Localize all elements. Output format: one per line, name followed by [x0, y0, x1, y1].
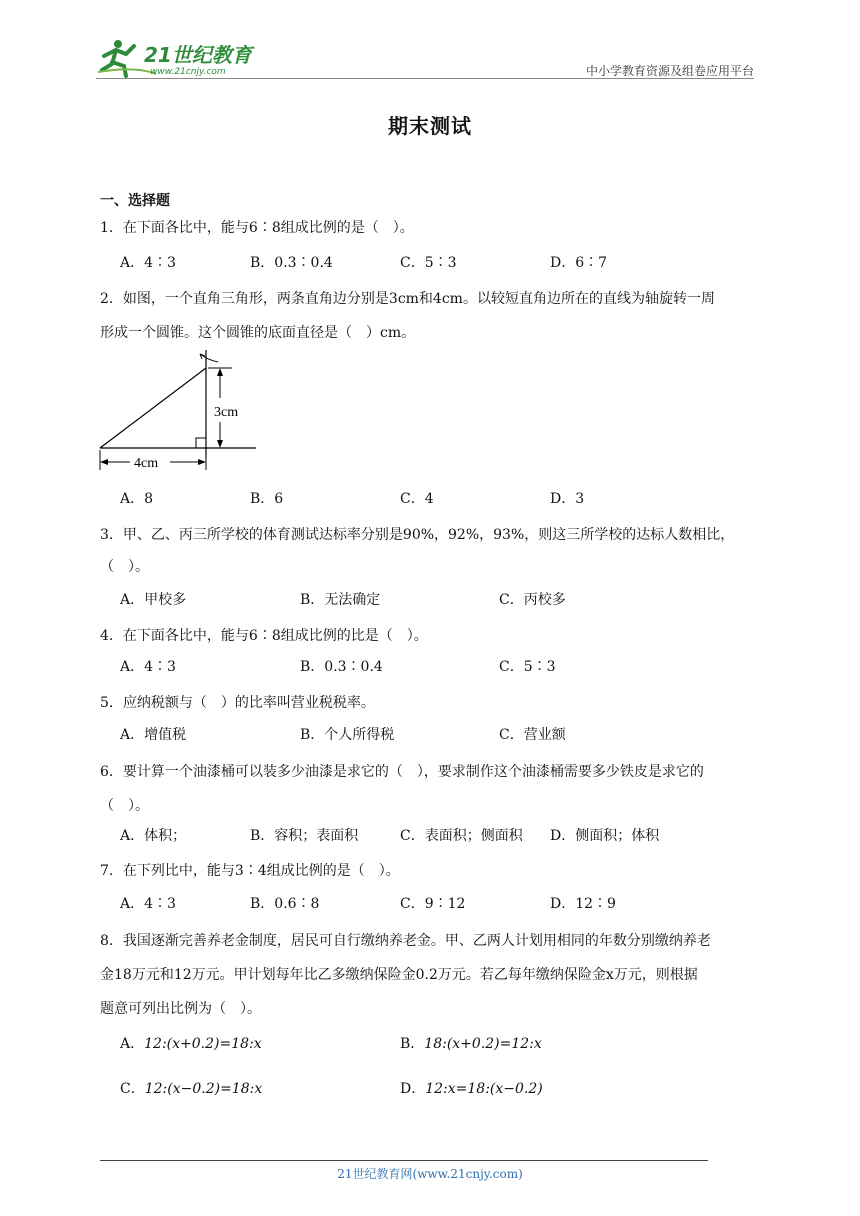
option-b: B．容积；表面积 [250, 828, 359, 844]
option-c: C．4 [400, 491, 434, 507]
option-c [120, 1079, 262, 1099]
question-text: 题意可列出比例为（ ）。 [100, 1001, 261, 1017]
option-a: A．8 [120, 491, 154, 507]
option-b: B．6 [250, 491, 284, 507]
option-letter: C． [120, 1081, 145, 1097]
header-divider [96, 78, 754, 79]
option-d: D．6∶7 [550, 255, 608, 271]
option-b: B．个人所得税 [300, 727, 395, 743]
question-8 [100, 924, 760, 1026]
question-5 [100, 689, 760, 717]
option-d [400, 1079, 543, 1099]
header-tagline: 中小学教育资源及组卷应用平台 [585, 64, 754, 78]
question-7 [100, 857, 760, 885]
equation: 12:(x−0.2)=18:x [144, 1081, 263, 1097]
footer-divider [100, 1160, 708, 1161]
page-title: 期末测试 [388, 114, 472, 138]
option-c: C．表面积；侧面积 [400, 828, 523, 844]
question-text: （ ）。 [100, 798, 149, 814]
option-b [400, 1034, 542, 1054]
question-text: 3．甲、乙、丙三所学校的体育测试达标率分别是90%，92%，93%，则这三所学校的达标人数相比， [100, 527, 735, 543]
option-d: D．3 [550, 491, 585, 507]
logo-text: 21世纪教育 [144, 43, 252, 67]
option-d: D．侧面积；体积 [550, 828, 660, 844]
option-c: C．营业额 [499, 727, 566, 743]
option-a: A．4∶3 [120, 896, 176, 912]
option-a: A．增值税 [120, 727, 187, 743]
question-4 [100, 622, 760, 650]
site-logo [96, 36, 256, 78]
option-a: A．4∶3 [120, 659, 176, 675]
question-2 [100, 282, 760, 350]
question-text: 1．在下面各比中，能与6∶8组成比例的是（ ）。 [100, 220, 414, 236]
option-b: B．无法确定 [300, 592, 381, 608]
question-text: 金18万元和12万元。甲计划每年比乙多缴纳保险金0.2万元。若乙每年缴纳保险金x万元，则根据 [100, 967, 698, 983]
footer-link[interactable]: 21世纪教育网(www.21cnjy.com) [337, 1167, 523, 1181]
question-text: 6．要计算一个油漆桶可以装多少油漆是求它的（ ），要求制作这个油漆桶需要多少铁皮是求它的 [100, 764, 704, 780]
question-text: 4．在下面各比中，能与6∶8组成比例的比是（ ）。 [100, 628, 428, 644]
question-text: 8．我国逐渐完善养老金制度，居民可自行缴纳养老金。甲、乙两人计划用相同的年数分别缴纳养老 [100, 933, 711, 949]
logo-url: www.21cnjy.com [150, 67, 226, 77]
option-letter: B． [400, 1036, 425, 1052]
option-c: C．丙校多 [499, 592, 566, 608]
question-text: 7．在下列比中，能与3∶4组成比例的是（ ）。 [100, 863, 400, 879]
label-4cm: 4cm [134, 456, 159, 471]
equation: 12:(x+0.2)=18:x [144, 1036, 262, 1052]
label-3cm: 3cm [214, 405, 239, 420]
option-a [120, 1034, 262, 1054]
option-letter: A． [120, 1036, 145, 1052]
option-a: A．体积； [120, 828, 187, 844]
question-1 [100, 214, 760, 242]
option-b: B．0.6∶8 [250, 896, 320, 912]
question-6 [100, 755, 760, 823]
question-text: 5．应纳税额与（ ）的比率叫营业税税率。 [100, 695, 375, 711]
question-3 [100, 519, 760, 583]
option-a: A．甲校多 [120, 592, 187, 608]
option-b: B．0.3∶0.4 [250, 255, 333, 271]
equation: 12:x=18:(x−0.2) [425, 1081, 543, 1097]
section-heading: 一、选择题 [100, 193, 170, 209]
option-c: C．9∶12 [400, 896, 466, 912]
option-c: C．5∶3 [499, 659, 556, 675]
triangle-figure [96, 346, 256, 474]
equation: 18:(x+0.2)=12:x [424, 1036, 542, 1052]
option-c: C．5∶3 [400, 255, 457, 271]
question-text: （ ）。 [100, 559, 149, 575]
question-text: 2．如图，一个直角三角形，两条直角边分别是3cm和4cm。以较短直角边所在的直线为轴旋转一周 [100, 291, 715, 307]
option-letter: D． [400, 1081, 426, 1097]
option-a: A．4∶3 [120, 255, 176, 271]
question-text: 形成一个圆锥。这个圆锥的底面直径是（ ）cm。 [100, 325, 416, 341]
option-d: D．12∶9 [550, 896, 616, 912]
option-b: B．0.3∶0.4 [300, 659, 383, 675]
